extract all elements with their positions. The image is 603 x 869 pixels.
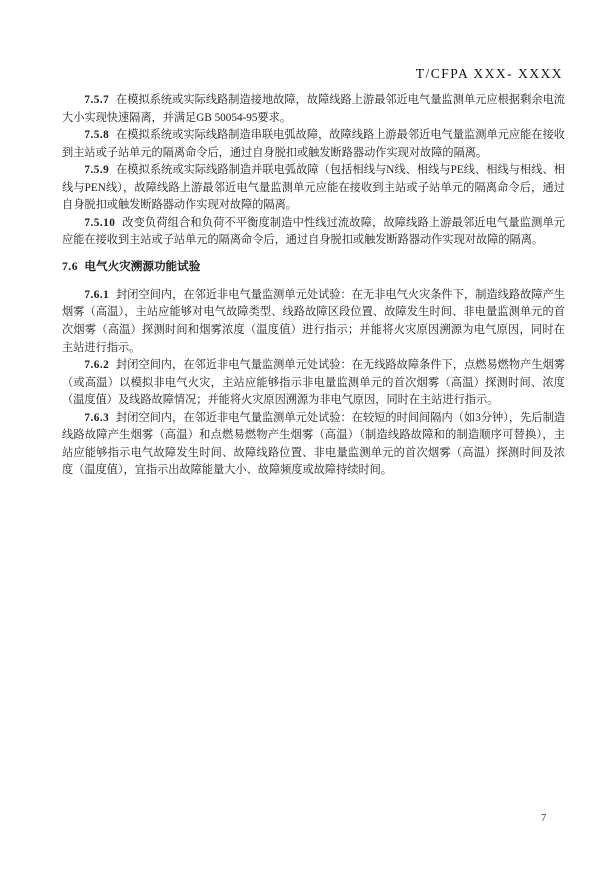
clause-number: 7.6.1 [84,288,110,301]
clause-text: 封闭空间内，在邻近非电气量监测单元处试验：在较短的时间间隔内（如3分钟），先后制造线路故障产生烟雾（高温）和点燃易燃物产生烟雾（高温）（制造线路故障和的制造顺序可替换），主站应能够指示电气故障发生时间、故障线路位置、非电量监测单元的首次烟雾（高温）探测时间及浓度（温度值），宜指示出故障能量大小、故障频度或故障持续时间。 [62,411,565,477]
clause-number: 7.5.10 [84,216,116,229]
clause-7-5-8 [62,127,565,162]
section-heading-7-6 [62,259,565,275]
standard-number: T/CFPA XXX- XXXX [415,66,563,81]
clause-number: 7.5.7 [84,94,110,106]
clause-number: 7.5.9 [84,164,110,177]
clause-7-5-9 [62,162,565,215]
section-title: 电气火灾溯源功能试验 [84,259,201,273]
clause-7-6-3 [62,410,565,480]
clause-7-6-2 [62,357,565,410]
clause-text: 改变负荷组合和负荷不平衡度制造中性线过流故障，故障线路上游最邻近电气量监测单元应能在接收到主站或子站单元的隔离命令后，通过自身脱扣或触发断路器动作实现对故障的隔离。 [62,216,565,247]
clause-text: 封闭空间内，在邻近非电气量监测单元处试验：在无线路故障条件下，点燃易燃物产生烟雾（或高温）以模拟非电气火灾，主站应能够指示非电量监测单元的首次烟雾（高温）探测时间、浓度（温度值）及线路故障情况；并能将火灾原因溯源为非电气原因，同时在主站进行指示。 [62,359,565,407]
document-header [62,66,563,82]
clause-number: 7.5.8 [84,129,110,142]
clause-7-5-10 [62,215,565,250]
document-body [62,92,565,480]
clause-number: 7.6.3 [84,411,110,424]
clause-text: 封闭空间内，在邻近非电气量监测单元处试验：在无非电气火灾条件下，制造线路故障产生烟雾（高温），主站应能够对电气故障类型、线路故障区段位置、故障发生时间、非电量监测单元的首次烟雾（高温）探测时间和烟雾浓度（温度值）进行指示；并能将火灾原因溯源为电气原因，同时在主站进行指示。 [62,288,565,354]
clause-text: 在模拟系统或实际线路制造并联电弧故障（包括相线与N线、相线与PE线、相线与相线、相线与PEN线），故障线路上游最邻近电气量监测单元应能在接收到主站或子站单元的隔离命令后，通过自身脱扣或触发断路器动作实现对故障的隔离。 [62,164,565,212]
clause-number: 7.6.2 [84,359,110,372]
clause-7-6-1 [62,287,565,357]
page-number: 7 [541,813,547,824]
section-number: 7.6 [62,259,78,273]
clause-7-5-7 [62,92,565,127]
clause-text: 在模拟系统或实际线路制造串联电弧故障，故障线路上游最邻近电气量监测单元应能在接收到主站或子站单元的隔离命令后，通过自身脱扣或触发断路器动作实现对故障的隔离。 [62,129,565,159]
clause-text: 在模拟系统或实际线路制造接地故障，故障线路上游最邻近电气量监测单元应根据剩余电流大小实现快速隔离，并满足GB 50054-95要求。 [62,94,565,124]
